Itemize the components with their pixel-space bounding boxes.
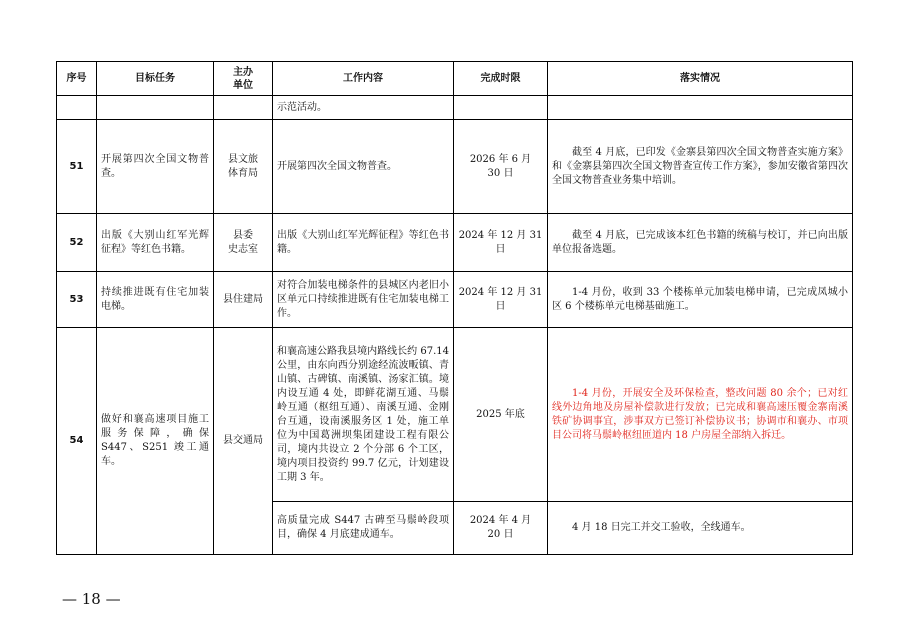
cell-content: 示范活动。 [273,96,454,120]
cell-status [548,96,853,120]
table-row [57,96,853,120]
cell-no: 51 [57,120,97,214]
cell-no: 54 [57,328,97,555]
header-deadline: 完成时限 [454,62,548,96]
cell-content: 开展第四次全国文物普查。 [273,120,454,214]
cell-status: 截至 4 月底，已印发《金寨县第四次全国文物普查实施方案》和《金寨县第四次全国文物普查宣传工作方案》，参加安徽省第四次全国文物普查业务集中培训。 [548,120,853,214]
cell-deadline [454,96,548,120]
cell-no: 52 [57,214,97,272]
cell-deadline: 2024 年 12 月 31 日 [454,214,548,272]
cell-status: 截至 4 月底，已完成该本红色书籍的统稿与校订，并已向出版单位报备选题。 [548,214,853,272]
table-row [57,214,853,272]
cell-task: 出版《大别山红军光辉征程》等红色书籍。 [97,214,214,272]
cell-unit: 县交通局 [214,328,273,555]
cell-status: 1-4 月份，收到 33 个楼栋单元加装电梯申请，已完成凤城小区 6 个楼栋单元电梯基础施工。 [548,272,853,328]
header-unit: 主办 单位 [214,62,273,96]
cell-unit: 县文旅 体育局 [214,120,273,214]
cell-content: 和襄高速公路我县境内路线长约 67.14 公里，由东向西分别途经流波畈镇、青山镇、古碑镇、南溪镇、汤家汇镇。境内设互通 4 处，即鲜花湖互通、马鬃岭互通（枢纽互通）、南溪互通、金刚台互通，设南溪服务区 1 处，施工单位为中国葛洲坝集团建设工程有限公司，境内共设立 2 个分部 6 个工区，境内项目投资约 99.7 亿元，计划建设工期 3 年。 [273,328,454,502]
cell-task: 开展第四次全国文物普查。 [97,120,214,214]
cell-deadline: 2026 年 6 月 30 日 [454,120,548,214]
cell-status: 4 月 18 日完工并交工验收，全线通车。 [548,502,853,555]
page-number: — 18 — [62,590,121,608]
header-content: 工作内容 [273,62,454,96]
cell-deadline: 2024 年 12 月 31 日 [454,272,548,328]
cell-unit: 县委 史志室 [214,214,273,272]
table-row [57,272,853,328]
header-no: 序号 [57,62,97,96]
cell-task: 做好和襄高速项目施工服务保障，确保 S447、S251 竣工通车。 [97,328,214,555]
cell-no [57,96,97,120]
cell-content: 出版《大别山红军光辉征程》等红色书籍。 [273,214,454,272]
header-status: 落实情况 [548,62,853,96]
cell-no: 53 [57,272,97,328]
cell-unit: 县住建局 [214,272,273,328]
header-row [57,62,853,96]
cell-deadline: 2025 年底 [454,328,548,502]
cell-task: 持续推进既有住宅加装电梯。 [97,272,214,328]
table-row [57,120,853,214]
cell-deadline: 2024 年 4 月 20 日 [454,502,548,555]
cell-content: 高质量完成 S447 古碑至马鬃岭段项目，确保 4 月底建成通车。 [273,502,454,555]
cell-status-highlight: 1-4 月份，开展安全及环保检查，整改问题 80 余个；已对红线外边角地及房屋补偿款进行发放；已完成和襄高速压覆金寨南溪铁矿协调事宜，涉事双方已签订补偿协议书；协调市和襄办、市项目公司将马鬃岭枢纽匝道内 18 户房屋全部纳入拆迁。 [548,328,853,502]
table-row [57,328,853,502]
header-task: 目标任务 [97,62,214,96]
cell-task [97,96,214,120]
cell-unit [214,96,273,120]
task-table [56,61,853,555]
cell-content: 对符合加装电梯条件的县城区内老旧小区单元口持续推进既有住宅加装电梯工作。 [273,272,454,328]
